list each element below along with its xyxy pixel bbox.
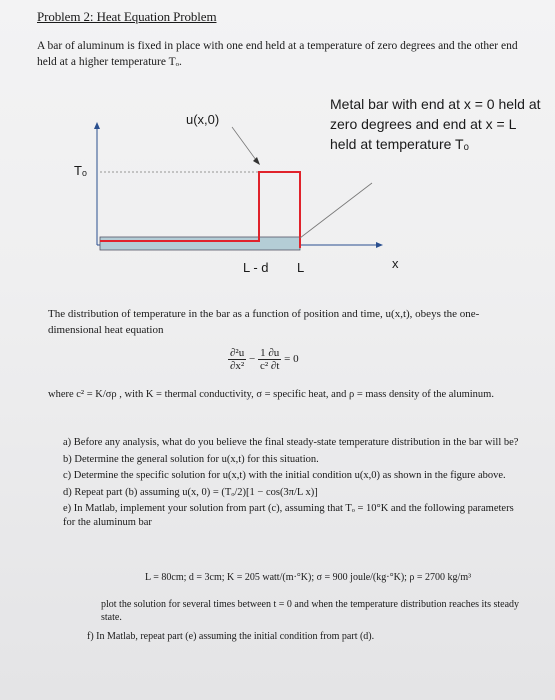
x-axis-arrow [376,242,383,248]
question-item: d) Repeat part (b) assuming u(x, 0) = (Tₒ/2)[1 − cos(3π/L x)] [63,486,318,498]
intro-paragraph: A bar of aluminum is fixed in place with one end held at a temperature of zero degrees and the other end held at a higher temperature Tₒ. [37,40,518,68]
u-pointer-arrow [253,157,260,165]
y-axis-arrow [94,122,100,129]
parameters-line: L = 80cm; d = 3cm; K = 205 watt/(m·°K); σ = 900 joule/(kg·°K); ρ = 2700 kg/m³ [145,572,472,583]
mid-numerator: 1 ∂u [258,347,281,360]
question-item: b) Determine the general solution for u(x,t) for this situation. [63,453,319,465]
plot-instruction: plot the solution for several times between t = 0 and when the temperature distribution reaches its steady state. [101,599,520,623]
lhs-numerator: ∂²u [230,347,245,359]
aluminum-bar [100,237,300,250]
question-item: c) Determine the specific solution for u(x,t) with the initial condition u(x,0) as shown in the figure above. [63,470,506,481]
question-f: f) In Matlab, repeat part (e) assuming the initial condition from part (d). [87,631,375,642]
bar-note: Metal bar with end at x = 0 held at zero degrees and end at x = L held at temperature Tₒ [330,96,541,152]
questions-list [63,436,523,532]
where-text: where c² = K/σρ , with K = thermal conductivity, σ = specific heat, and ρ = mass density of the aluminum. [48,389,494,400]
question-item: a) Before any analysis, what do you believe the final steady-state temperature distribution in the bar will be? [63,437,519,448]
question-item: e) In Matlab, implement your solution from part (c), assuming that Tₒ = 10°K and the following parameters for the aluminum bar [63,503,514,528]
u-pointer-line [232,127,259,164]
distribution-text: The distribution of temperature in the bar as a function of position and time, u(x,t), obeys the one-dimensional heat equation [48,308,480,336]
l-minus-d-label: L - d [243,260,269,275]
u-label: u(x,0) [186,112,220,127]
lhs-denominator: ∂x² [230,360,245,372]
t0-label: Tₒ [74,163,87,178]
equation-rhs: = 0 [284,353,299,366]
lhs-fraction [228,347,246,372]
note-pointer-line [300,183,372,238]
mid-denominator: c² ∂t [259,360,280,372]
problem-title: Problem 2: Heat Equation Problem [37,9,217,24]
mid-fraction [258,347,281,372]
heat-equation: $\frac{\text{∂²u}}{\text{∂x²}}$ − $\frac{1 \partial u}{\text{c² ∂t}}$ = 0 [230,347,299,372]
l-label: L [297,260,305,275]
x-axis-label: x [392,256,399,271]
